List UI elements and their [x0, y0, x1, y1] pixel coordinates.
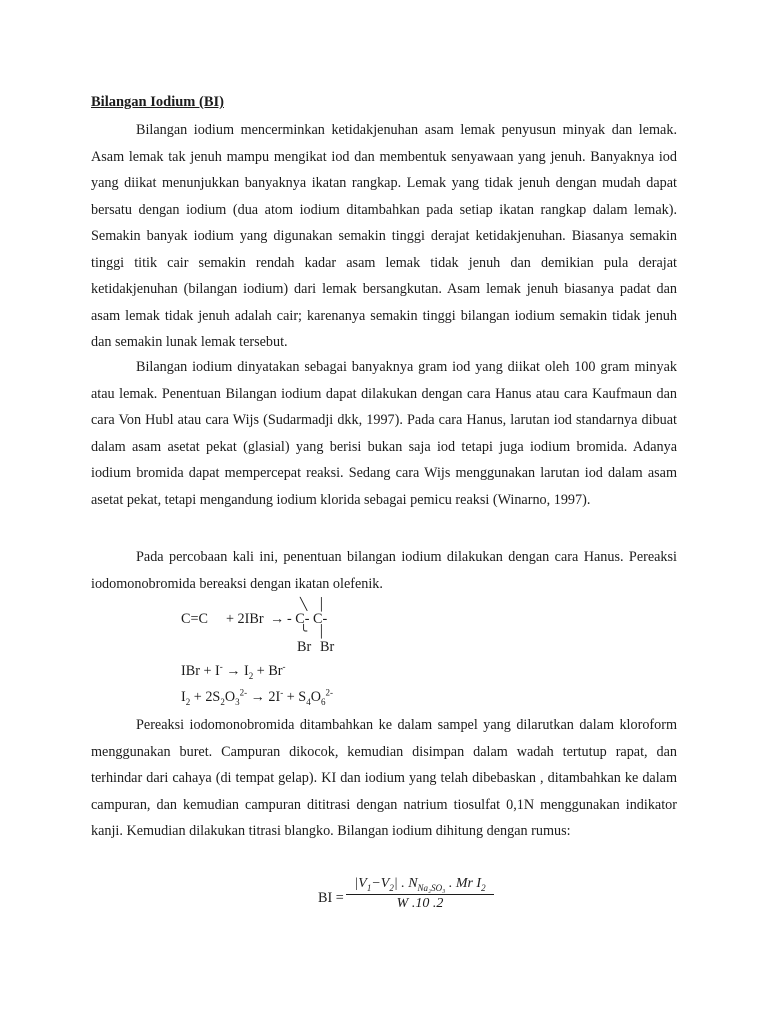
- reaction-3-sub-e: 4: [306, 696, 311, 707]
- reaction-3-part-f: O: [310, 689, 321, 705]
- reaction-2-sub-b: 2: [248, 670, 254, 681]
- reaction-3-part-d: 2I: [268, 689, 281, 705]
- formula-v2: V: [380, 876, 390, 891]
- reaction-2: [181, 662, 286, 680]
- formula-fraction: [346, 876, 494, 912]
- formula-n: N: [408, 876, 418, 891]
- bond-down-left-icon: ╰: [300, 624, 308, 638]
- reaction-1-substituent-2: Br: [320, 639, 335, 655]
- formula-mr: Mr I: [455, 876, 482, 891]
- reaction-3-part-a: I: [181, 689, 186, 705]
- reaction-3-sup-c: 2-: [239, 687, 248, 698]
- reaction-3-sup-f: 2-: [325, 687, 333, 698]
- formula-v1: V: [358, 876, 367, 891]
- reaction-3-sub-b: 2: [220, 696, 225, 707]
- formula-denominator: W .10 .2: [396, 896, 444, 911]
- bond-up-right-icon: │: [317, 597, 326, 611]
- reaction-1-reagent: + 2IBr: [226, 611, 264, 627]
- reaction-1-product: - C- C-: [287, 611, 328, 627]
- bond-down-right-icon: │: [317, 624, 326, 638]
- reaction-3-sup-d: -: [280, 687, 284, 698]
- reaction-2-part-a: IBr + I: [181, 663, 220, 679]
- formula-mr-sub: 2: [481, 882, 486, 893]
- bond-up-left-icon: ╲: [300, 597, 308, 611]
- reaction-3-sub-c: 3: [235, 696, 240, 707]
- arrow-icon: →: [226, 663, 241, 679]
- paragraph-2: Bilangan iodium dinyatakan sebagai banyaknya gram iod yang diikat oleh 100 gram minyak atau lemak. Penentuan Bilangan iodium dapat dilakukan dengan cara Hanus atau cara Kaufmaun dan cara Von Hubl atau cara Wijs (Sudarmadji dkk, 1997). Pada cara Hanus, larutan iod standarnya dibuat dalam asam asetat pekat (glasial) yang berisi bukan saja iod tetapi juga iodium bromida. Adanya iodium bromida dapat mempercepat reaksi. Sedang cara Wijs menggunakan larutan iod dalam asam asetat pekat, tetapi mengandung iodium klorida sebagai pemicu reaksi (Winarno, 1997).: [91, 359, 677, 508]
- arrow-icon: →: [250, 689, 265, 705]
- arrow-icon: →: [270, 611, 285, 627]
- formula-dot-1: .: [397, 876, 409, 891]
- reaction-3-part-e: + S: [283, 689, 307, 705]
- paragraph-3: Pada percobaan kali ini, penentuan bilangan iodium dilakukan dengan cara Hanus. Pereaksi iodomonobromida bereaksi dengan ikatan olefenik.: [91, 549, 677, 592]
- formula-v1-sub: 1: [366, 882, 372, 893]
- formula-dot-2: .: [445, 876, 456, 891]
- reaction-3-part-b: + 2S: [190, 689, 221, 705]
- formula-n-sub: Na₂SO₃: [417, 882, 446, 893]
- formula-numerator: $|V_1-V_2|$ . $N_{Na_2SO_3}$ . Mr $I_2$: [346, 876, 494, 895]
- reaction-2-part-b: I: [244, 663, 249, 679]
- paragraph-1: Bilangan iodium mencerminkan ketidakjenuhan asam lemak penyusun minyak dan lemak. Asam lemak tak jenuh mampu mengikat iod dan membentuk senyawaan yang jenuh. Banyaknya iod yang diikat menunjukkan banyaknya ikatan rangkap. Lemak yang tidak jenuh dengan mudah dapat bersatu dengan iodium (dua atom iodium ditambahkan pada setiap ikatan rangkap dalam lemak). Semakin banyak iodium yang digunakan semakin tinggi derajat ketidakjenuhan. Biasanya semakin tinggi titik cair semakin rendah kadar asam lemak tidak jenuh dan demikian pula derajat ketidakjenuhan (bilangan iodium) dari lemak bersangkutan. Asam lemak jenuh biasanya padat dan asam lemak tidak jenuh adalah cair; karenanya semakin tinggi bilangan iodium semakin tidak jenuh dan semakin lunak lemak tersebut.: [91, 122, 677, 350]
- reaction-3-sub-a: 2: [185, 696, 191, 707]
- reaction-3: [181, 688, 333, 706]
- reaction-2-sup-c: -: [282, 661, 286, 672]
- reaction-1-reactant: C=C: [181, 611, 208, 627]
- reaction-2-sup-a: -: [219, 661, 223, 672]
- formula-v2-sub: 2: [389, 882, 394, 893]
- reaction-1-substituent-1: Br: [297, 639, 312, 655]
- section-heading: Bilangan Iodium (BI): [91, 94, 224, 110]
- reaction-3-part-c: O: [224, 689, 236, 705]
- formula-label: BI =: [318, 890, 344, 906]
- reaction-3-sub-f: 6: [320, 696, 326, 707]
- formula-minus: −: [371, 876, 381, 891]
- paragraph-4: Pereaksi iodomonobromida ditambahkan ke dalam sampel yang dilarutkan dalam kloroform menggunakan buret. Campuran dikocok, kemudian disimpan dalam wadah tertutup rapat, dan terhindar dari cahaya (di tempat gelap). KI dan iodium yang telah dibebaskan , ditambahkan ke dalam campuran, dan kemudian campuran dititrasi dengan natrium tiosulfat 0,1N menggunakan indikator kanji. Kemudian dilakukan titrasi blangko. Bilangan iodium dihitung dengan rumus:: [91, 717, 677, 839]
- reaction-2-part-c: + Br: [253, 663, 283, 679]
